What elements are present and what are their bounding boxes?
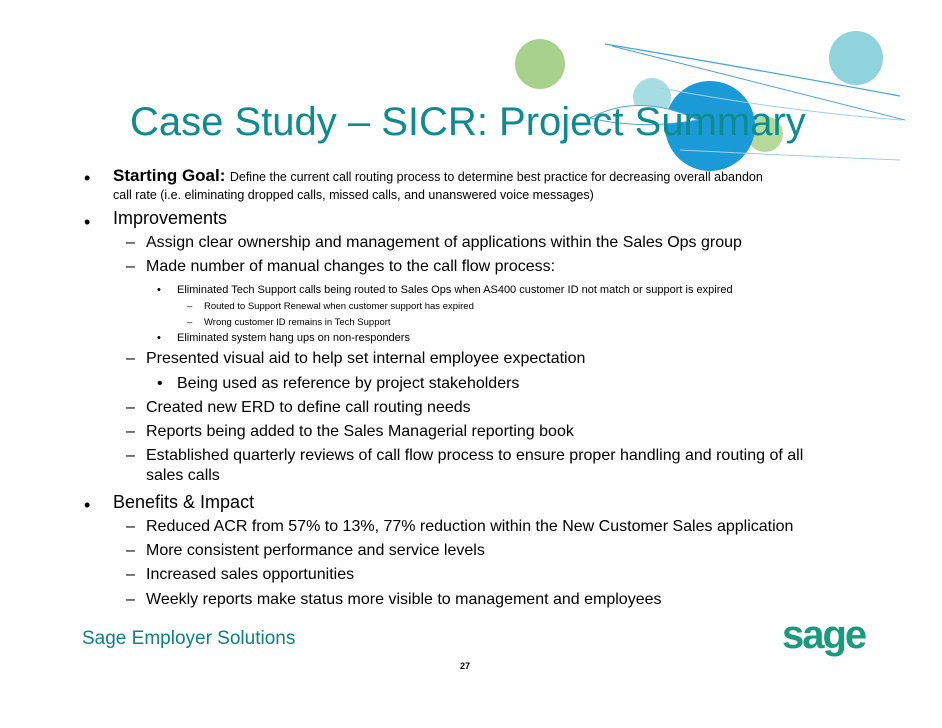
benefit-item: Increased sales opportunities — [146, 566, 355, 583]
dash-marker: – — [187, 317, 193, 328]
improvement-item: Assign clear ownership and management of applications within the Sales Ops group — [146, 234, 742, 251]
sub-sub-item: Wrong customer ID remains in Tech Support — [204, 317, 391, 328]
dash-marker: – — [126, 566, 135, 583]
dash-marker: – — [126, 350, 135, 367]
bullet-marker: • — [157, 375, 163, 392]
improvement-item-continued: sales calls — [146, 467, 220, 484]
improvement-item: Created new ERD to define call routing needs — [146, 399, 471, 416]
green-circle-top — [515, 39, 565, 89]
goal-label: Starting Goal: — [113, 166, 226, 185]
footer-brand: Sage Employer Solutions — [82, 628, 296, 649]
bullet-marker: • — [157, 284, 161, 296]
bullet-marker: • — [157, 332, 161, 344]
sub-item: Eliminated system hang ups on non-responders — [177, 332, 410, 344]
dash-marker: – — [126, 234, 135, 251]
dash-marker: – — [126, 542, 135, 559]
goal-text: Define the current call routing process to determine best practice for decreasing overall abandon — [229, 170, 763, 184]
sub-item: Being used as reference by project stakeholders — [177, 375, 520, 392]
goal-text-continued: call rate (i.e. eliminating dropped calls, missed calls, and unanswered voice messages) — [113, 188, 594, 202]
benefit-item: Reduced ACR from 57% to 13%, 77% reduction within the New Customer Sales application — [146, 518, 794, 535]
improvement-item: Established quarterly reviews of call flow process to ensure proper handling and routing of all — [146, 447, 804, 464]
page-number: 27 — [460, 661, 471, 671]
bullet-marker: • — [84, 168, 91, 188]
bullet-starting-goal — [113, 166, 763, 186]
sage-logo-text: sage — [782, 613, 866, 657]
sage-logo — [780, 612, 876, 662]
benefit-item: More consistent performance and service levels — [146, 542, 485, 559]
improvement-item: Made number of manual changes to the call flow process: — [146, 258, 556, 275]
dash-marker: – — [187, 301, 193, 312]
bullet-marker: • — [84, 212, 91, 232]
dash-marker: – — [126, 447, 135, 464]
lightblue-circle-right — [829, 31, 883, 85]
improvement-item: Reports being added to the Sales Managerial reporting book — [146, 423, 574, 440]
dash-marker: – — [126, 423, 135, 440]
improvement-item: Presented visual aid to help set internal employee expectation — [146, 350, 586, 367]
dash-marker: – — [126, 518, 135, 535]
bullet-marker: • — [84, 495, 91, 515]
dash-marker: – — [126, 591, 135, 608]
dash-marker: – — [126, 399, 135, 416]
dash-marker: – — [126, 258, 135, 275]
bullet-improvements: Improvements — [113, 208, 228, 228]
benefit-item: Weekly reports make status more visible to management and employees — [146, 591, 662, 608]
sub-sub-item: Routed to Support Renewal when customer support has expired — [204, 301, 474, 312]
bullet-benefits: Benefits & Impact — [113, 492, 255, 512]
slide-title: Case Study – SICR: Project Summary — [130, 100, 806, 144]
sub-item: Eliminated Tech Support calls being routed to Sales Ops when AS400 customer ID not match or support is expired — [177, 284, 733, 296]
